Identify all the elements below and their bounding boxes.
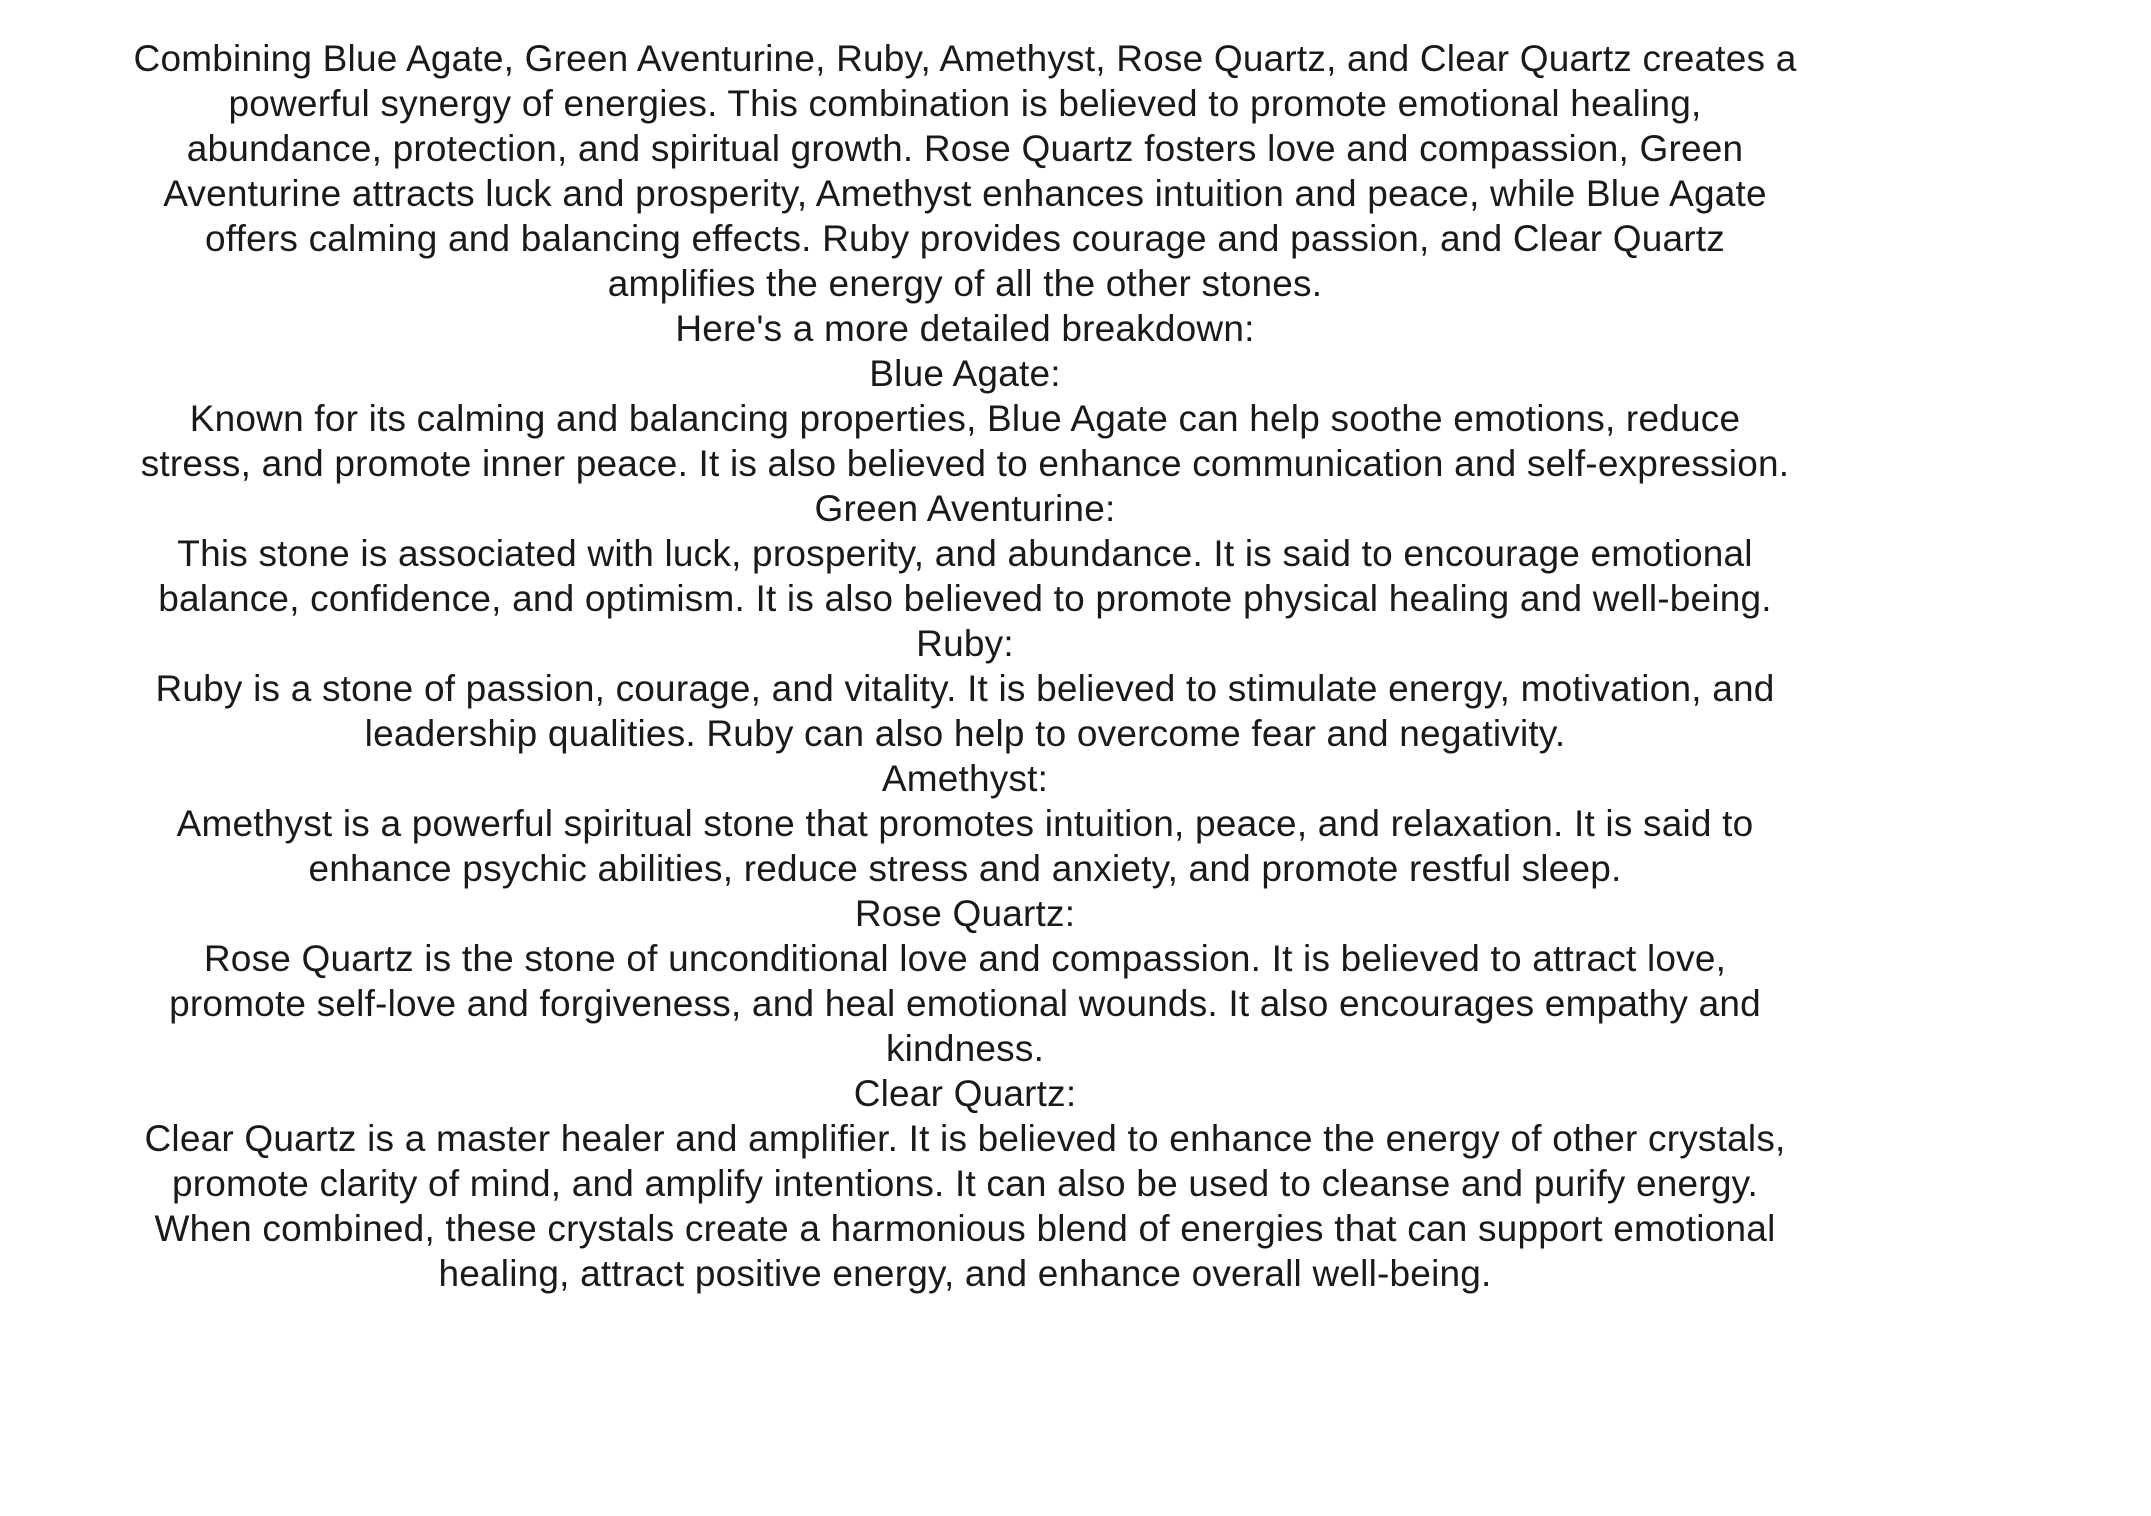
text-line: stress, and promote inner peace. It is also believed to enhance communication and self-expression.: [140, 443, 1790, 484]
text-line: When combined, these crystals create a harmonious blend of energies that can support emotional: [154, 1208, 1776, 1249]
text-line: Aventurine attracts luck and prosperity, Amethyst enhances intuition and peace, while Blue Agate: [163, 173, 1767, 214]
text-line: Amethyst is a powerful spiritual stone that promotes intuition, peace, and relaxation. It is said to: [176, 803, 1754, 844]
stone-heading-line: Amethyst:: [881, 758, 1049, 799]
text-line: leadership qualities. Ruby can also help to overcome fear and negativity.: [364, 713, 1566, 754]
text-line: promote clarity of mind, and amplify intentions. It can also be used to cleanse and purify energy.: [171, 1163, 1759, 1204]
text-line: healing, attract positive energy, and enhance overall well-being.: [438, 1253, 1492, 1294]
text-line: offers calming and balancing effects. Ruby provides courage and passion, and Clear Quartz: [205, 218, 1725, 259]
stone-heading-line: Blue Agate:: [869, 353, 1061, 394]
text-line: Rose Quartz is the stone of unconditional love and compassion. It is believed to attract love,: [203, 938, 1727, 979]
text-line: abundance, protection, and spiritual growth. Rose Quartz fosters love and compassion, Green: [186, 128, 1744, 169]
text-line: Known for its calming and balancing properties, Blue Agate can help soothe emotions, reduce: [189, 398, 1741, 439]
text-line: Ruby is a stone of passion, courage, and vitality. It is believed to stimulate energy, motivation, and: [155, 668, 1775, 709]
stone-heading-line: Rose Quartz:: [854, 893, 1076, 934]
stone-heading-line: Ruby:: [916, 623, 1014, 664]
text-line: enhance psychic abilities, reduce stress and anxiety, and promote restful sleep.: [308, 848, 1622, 889]
text-line: Here's a more detailed breakdown:: [675, 308, 1255, 349]
text-line: Clear Quartz is a master healer and amplifier. It is believed to enhance the energy of other crystals,: [144, 1118, 1786, 1159]
stone-heading-line: Clear Quartz:: [853, 1073, 1077, 1114]
text-line: promote self-love and forgiveness, and heal emotional wounds. It also encourages empathy and: [169, 983, 1761, 1024]
stone-heading-line: Green Aventurine:: [814, 488, 1116, 529]
document-text: [25, 36, 1905, 1296]
text-line: balance, confidence, and optimism. It is also believed to promote physical healing and well-being.: [158, 578, 1772, 619]
text-line: kindness.: [885, 1028, 1045, 1069]
text-line: Combining Blue Agate, Green Aventurine, Ruby, Amethyst, Rose Quartz, and Clear Quartz creates a: [133, 38, 1797, 79]
text-line: powerful synergy of energies. This combination is believed to promote emotional healing,: [228, 83, 1702, 124]
text-line: This stone is associated with luck, prosperity, and abundance. It is said to encourage emotional: [177, 533, 1753, 574]
text-line: amplifies the energy of all the other stones.: [607, 263, 1323, 304]
